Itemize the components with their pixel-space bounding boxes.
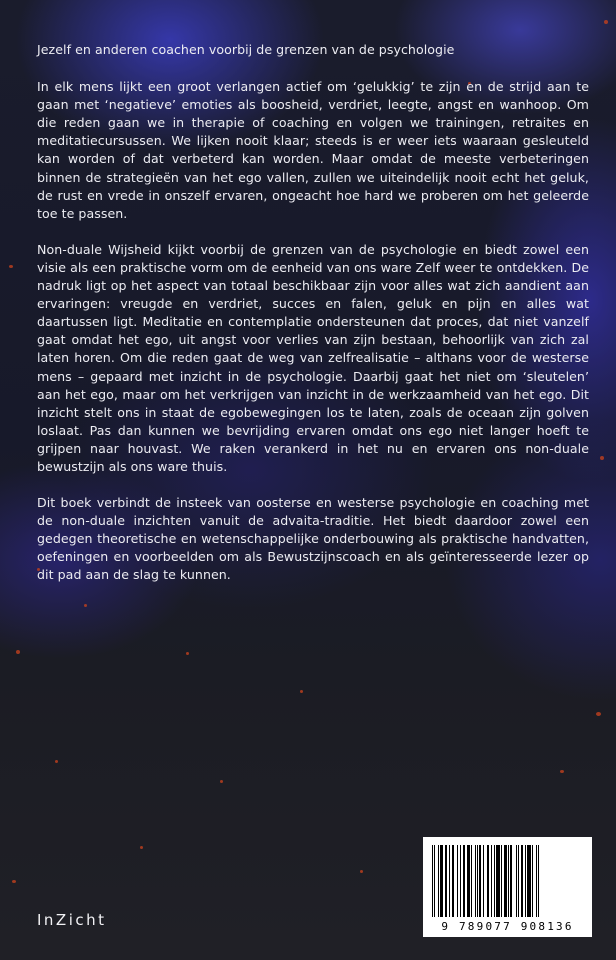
paint-speck [220, 780, 223, 783]
barcode-bar [438, 845, 439, 917]
barcode-bar [452, 845, 454, 917]
barcode-bar [463, 845, 465, 917]
barcode-bar [445, 845, 447, 917]
barcode-bar [504, 845, 506, 917]
barcode-bar [536, 845, 537, 917]
barcode-bar [487, 845, 489, 917]
paint-speck [186, 652, 189, 655]
paint-speck [560, 770, 564, 773]
paint-speck [16, 650, 20, 654]
paint-speck [140, 846, 143, 849]
paint-speck [604, 20, 608, 24]
barcode [423, 837, 592, 937]
paint-speck [600, 456, 604, 460]
barcode-bars [432, 845, 583, 917]
barcode-bar [510, 845, 512, 917]
barcode-bar [434, 845, 435, 917]
barcode-bar [501, 845, 502, 917]
barcode-bar [527, 845, 530, 917]
barcode-bar [483, 845, 484, 917]
barcode-bar [532, 845, 533, 917]
barcode-bar [479, 845, 481, 917]
barcode-bar [471, 845, 472, 917]
barcode-bar [518, 845, 519, 917]
subtitle: Jezelf en anderen coachen voorbij de grenzen van de psychologie [37, 42, 455, 57]
isbn-number: 9 789077 908136 [441, 920, 574, 933]
paint-speck [12, 880, 16, 883]
barcode-bar [449, 845, 450, 917]
barcode-bar [516, 845, 517, 917]
barcode-bar [477, 845, 478, 917]
barcode-bar [460, 845, 461, 917]
paint-speck [55, 760, 58, 763]
barcode-bar [457, 845, 458, 917]
blurb-paragraph-2: Non-duale Wijsheid kijkt voorbij de grenzen van de psychologie en biedt zowel een visie als een praktische vorm om de eenheid van ons ware Zelf weer te ontdekken. De nadruk ligt op het aspect van totaal beschikbaar zijn voor alles wat zich aandient aan ervaringen: vreugde en verdriet, succes en falen, geluk en pijn en alles wat daartussen ligt. Meditatie en contemplatie ondersteunen dat proces, dat niet vanzelf gaat omdat het ego, uit angst voor verlies van zijn bestaan, behoorlijk van zich zal laten horen. Om die reden gaat de weg van zelfrealisatie – althans voor de westerse mens – gepaard met inzicht in de psychologie. Daarbij gaat het niet om ‘sleutelen’ aan het ego, maar om het verkrijgen van inzicht in de werkzaamheid van het ego. Dit inzicht stelt ons in staat de egobewegingen los te laten, zoals de oceaan zijn golven loslaat. Pas dan kunnen we bevrijding ervaren omdat ons ego niet langer hoeft te grijpen naar houvast. We raken verankerd in het nu en ervaren ons non-duale bewustzijn als ons ware thuis. [37, 241, 589, 474]
barcode-bar [491, 845, 492, 917]
barcode-bar [440, 845, 443, 917]
blurb-paragraph-3: Dit boek verbindt de insteek van oosterse en westerse psychologie en coaching met de non-duale inzichten vanuit de advaita-traditie. Het biedt daardoor zowel een gedegen theoretische en wetenschappelijke onderbouwing als praktische handvatten, oefeningen en voorbeelden om als Bewustzijnscoach en als geïnteresseerde lezer op dit pad aan de slag te kunnen. [37, 495, 589, 583]
publisher-logo: InZicht [37, 911, 107, 929]
barcode-bar [496, 845, 499, 917]
paint-speck [596, 712, 601, 716]
barcode-bar [467, 845, 470, 917]
barcode-bar [508, 845, 509, 917]
barcode-bar [475, 845, 476, 917]
blurb-paragraph-1: In elk mens lijkt een groot verlangen actief om ‘gelukkig’ te zijn en de strijd aan te gaan met ‘negatieve’ emoties als boosheid, verdriet, leegte, angst en wanhoop. Om die reden gaan we in therapie of coaching en volgen we trainingen, retraites en meditatiecursussen. We lijken nooit klaar; steeds is er weer iets waaraan gesleuteld kan worden of dat verbeterd kan worden. Maar omdat de meeste verbeteringen binnen de strategieën van het ego vallen, zullen we uiteindelijk nooit echt het geluk, de rust en vrede in onszelf ervaren, ongeacht hoe hard we proberen om het geleerde toe te passen. [37, 79, 589, 221]
paint-speck [300, 690, 303, 693]
barcode-bar [494, 845, 495, 917]
barcode-bar [538, 845, 539, 917]
paint-speck [84, 604, 87, 607]
paint-speck [360, 870, 363, 873]
barcode-bar [525, 845, 526, 917]
barcode-bar [521, 845, 523, 917]
barcode-bar [432, 845, 433, 917]
paint-speck [9, 265, 13, 268]
blurb-text [37, 41, 589, 603]
